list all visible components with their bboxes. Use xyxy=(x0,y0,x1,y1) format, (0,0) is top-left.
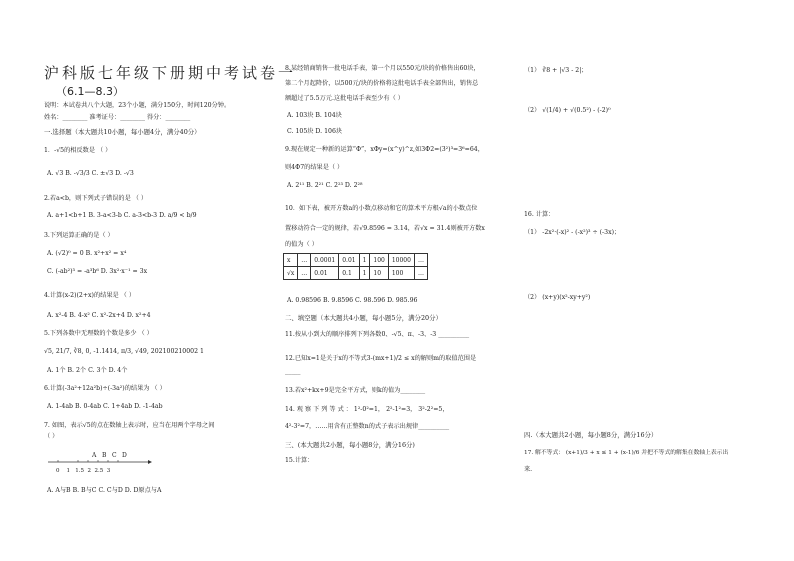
question-11: 11.按从小到大的顺序排列下列各数0、-√5、π、-3、-3 __________ xyxy=(285,331,470,338)
table-cell: √x xyxy=(284,267,298,280)
question-8-options-ab: A. 103块 B. 104块 xyxy=(287,112,342,119)
table-cell: x xyxy=(284,254,298,267)
student-fields: 姓名：________ 准考证号：________ 得分：________ xyxy=(44,114,191,121)
question-5-numbers: √5, 21/7, ∛8, 0, -1.1414, π/3, √49, 202100210002 1 xyxy=(44,348,204,355)
section-1-heading: 一.选择题（本大题共10小题，每小题4分，满分40分） xyxy=(44,128,201,136)
problem-15-2: （2） √(1/4) + √(0.5²) - (-2)⁰ xyxy=(524,107,611,114)
table-cell: … xyxy=(298,254,311,267)
question-7-options: A. A与B B. B与C C. C与D D. D原点与A xyxy=(47,487,162,494)
table-cell: … xyxy=(414,254,427,267)
table-cell: 100 xyxy=(370,254,388,267)
question-6: 6.计算(-3a²+12a²b)÷(-3a²)的结果为 （ ） xyxy=(44,385,166,392)
question-10-options: A. 0.98596 B. 9.8596 C. 98.596 D. 985.96 xyxy=(287,297,418,304)
table-cell: 1 xyxy=(359,254,370,267)
question-12-line1: 12.已知x=1是关于x的不等式3-(mx+1)/2 ≤ x的解则m的取值范围是 xyxy=(285,355,477,362)
problem-16-1: （1） -2x²·(-x)² - (-x²)³ ÷ (-3x)； xyxy=(524,229,621,236)
tick-labels: 0 1 1.5 2 2.5 3 xyxy=(56,468,111,474)
number-line-figure xyxy=(44,450,154,476)
section-3-heading: 三、(本大题共2小题，每小题8分，满分16分) xyxy=(285,441,415,449)
point-label-d: D xyxy=(122,452,127,459)
question-8-line2: 第二个月起降价，以500元/块的价格将这批电话手表全部售出，销售总 xyxy=(285,80,479,87)
question-4-options: A. x²-4 B. 4-x² C. x²-2x+4 D. x²+4 xyxy=(47,312,151,319)
sqrt-table xyxy=(283,253,428,280)
question-3: 3.下列运算正确的是（ ） xyxy=(44,232,114,239)
question-7-bracket: （ ） xyxy=(44,433,59,440)
problem-15-1: （1） ∛8 + |√3 - 2|； xyxy=(524,67,588,74)
question-9-line1: 9.现在规定一种新的运算“Φ”，xΦy=(x^y)^z,如3Φ2=(3²)³=3⁶=64， xyxy=(285,146,484,153)
table-cell: 0.0001 xyxy=(311,254,339,267)
question-3-options-ab: A. (√2)⁰ = 0 B. x²+x² = x⁴ xyxy=(47,250,127,257)
instructions: 说明：本试卷共八个大题，23个小题，满分150分，时间120分钟。 xyxy=(44,102,231,109)
question-9-options: A. 2¹¹ B. 2²¹ C. 2²³ D. 2²⁸ xyxy=(287,182,363,189)
table-cell: 1 xyxy=(359,267,370,280)
question-2-options: A. a+1<b+1 B. 3-a<3-b C. a-3<b-3 D. a/9 < b/9 xyxy=(47,212,197,219)
table-row xyxy=(284,254,428,267)
question-10-line2: 置移动符合一定的规律，若√9.8596 = 3.14，若√x = 31.4则被开方数x xyxy=(285,225,485,232)
table-row xyxy=(284,267,428,280)
table-cell: … xyxy=(414,267,427,280)
question-16: 16. 计算： xyxy=(524,211,555,218)
question-2: 2.若a<b，则下列式子错误的是 （ ） xyxy=(44,195,148,202)
question-1-options: A. √3 B. -√3/3 C. ±√3 D. -√3 xyxy=(47,170,134,177)
question-17-line1: 17. 解不等式： (x+1)/3 + x ≤ 1 + (x-1)/6 并把不等式的解集在数轴上表示出 xyxy=(524,450,729,456)
table-cell: 0.01 xyxy=(339,254,359,267)
question-1: 1．-√5的相反数是 （ ） xyxy=(44,147,112,154)
table-cell: 10 xyxy=(370,267,388,280)
question-5-options: A. 1个 B. 2个 C. 3个 D. 4个 xyxy=(47,367,128,374)
table-cell: 0.01 xyxy=(311,267,339,280)
question-5: 5.下列各数中无理数的个数是多少 （ ） xyxy=(44,330,153,337)
table-cell: 10000 xyxy=(388,254,414,267)
question-14-line2: 4²-3²=7，……用含有正整数n的式子表示出规律__________ xyxy=(285,423,450,430)
question-10-line3: 的值为（ ） xyxy=(285,241,318,248)
question-10-line1: 10．如下表，被开方数a的小数点移动和它的算术平方根√a的小数点位 xyxy=(285,205,478,212)
question-8-line1: 8.某经销商销售一批电话手表，第一个月以550元/块的价格售出60块， xyxy=(285,65,480,72)
question-7: 7. 如图，表示√5的点在数轴上表示时，应当在用两个字母之间 xyxy=(44,422,215,429)
question-14-line1: 14. 观 察 下 列 等 式 ： 1²-0²=1， 2²-1²=3， 3²-2²=5， xyxy=(285,406,449,413)
question-4: 4.计算(x-2)(2+x)的结果是 （ ） xyxy=(44,292,136,299)
section-2-heading: 二、填空题（本大题共4小题，每小题5分，满分20分） xyxy=(285,314,442,322)
page-subtitle: （6.1—8.3） xyxy=(56,85,124,98)
section-4-heading: 四.（本大题共2小题，每小题8分，满分16分） xyxy=(524,431,658,439)
point-label-c: C xyxy=(112,452,117,459)
page-title: 沪科版七年级下册期中考试卷一 xyxy=(44,64,297,82)
question-9-line2: 则4Φ7的结果是（ ） xyxy=(285,164,344,171)
question-17-line2: 来. xyxy=(524,466,533,473)
question-12-line2: _____ xyxy=(285,368,301,375)
question-3-options-cd: C. (-ab²)³ = -a³b⁶ D. 3x²·x⁻¹ = 3x xyxy=(47,268,148,275)
table-cell: … xyxy=(298,267,311,280)
point-label-a: A xyxy=(92,452,97,459)
question-8-options-cd: C. 105块 D. 106块 xyxy=(287,128,343,135)
question-6-options: A. 1-4ab B. 0-4ab C. 1+4ab D. -1-4ab xyxy=(47,403,163,410)
table-cell: 100 xyxy=(388,267,414,280)
point-label-b: B xyxy=(102,452,107,459)
question-15: 15.计算： xyxy=(285,457,314,464)
table-cell: 0.1 xyxy=(339,267,359,280)
question-8-line3: 额超过了5.5万元.这批电话手表至少有（ ） xyxy=(285,95,404,102)
number-line-arrow xyxy=(148,460,152,464)
question-13: 13.若x²+kx+9是完全平方式，则k的值为________ xyxy=(285,387,426,394)
problem-16-2: （2） (x+y)(x²-xy+y²) xyxy=(524,294,591,301)
